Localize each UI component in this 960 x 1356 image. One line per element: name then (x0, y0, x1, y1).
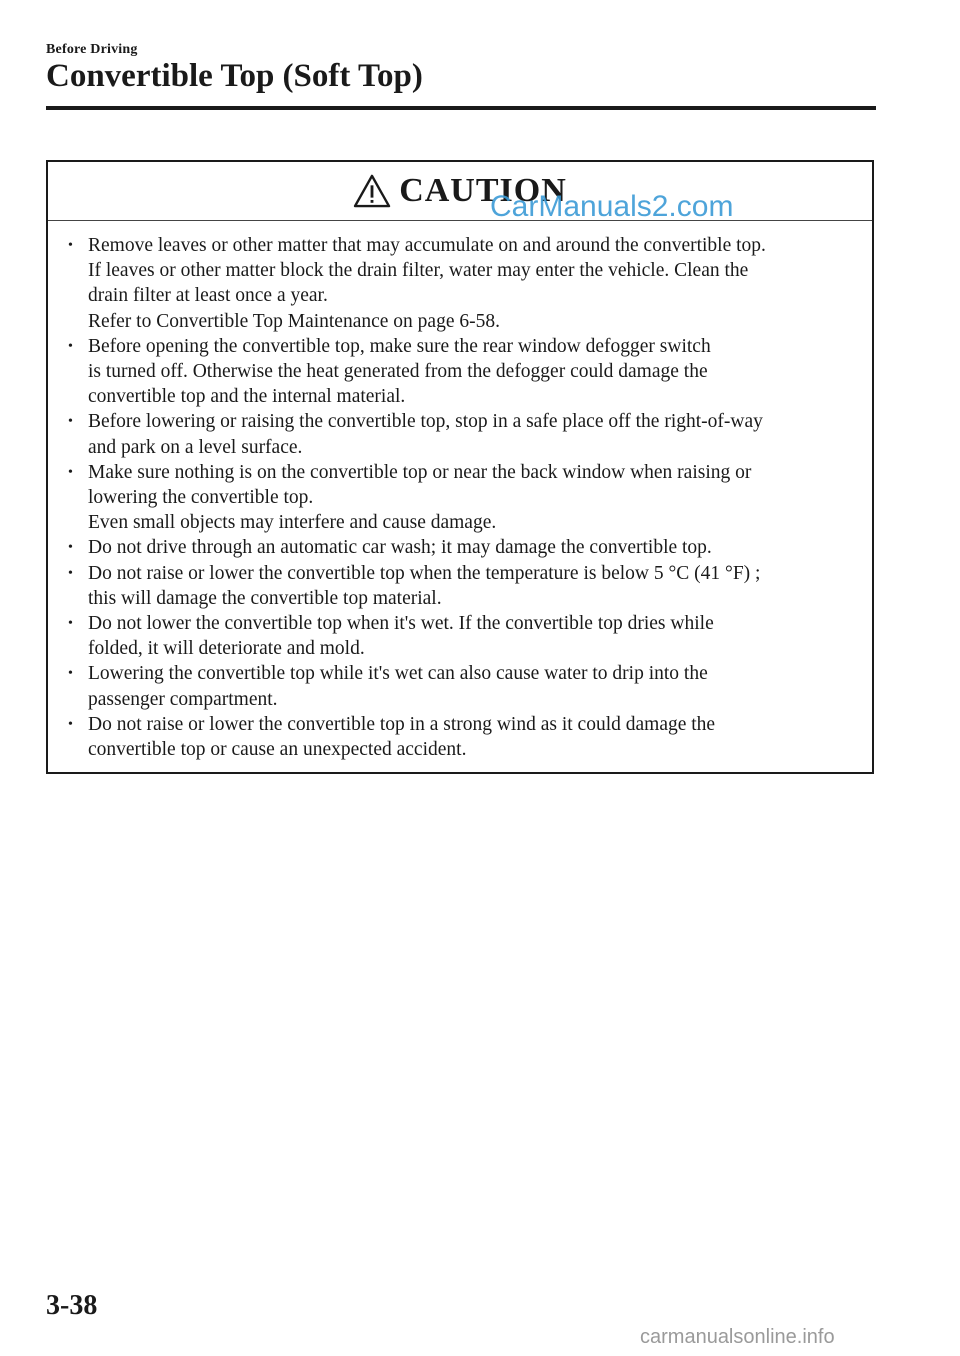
caution-item (68, 409, 858, 459)
caution-item-line: convertible top and the internal material. (88, 386, 406, 408)
caution-item (68, 611, 858, 661)
caution-item-line: Even small objects may interfere and cause damage. (88, 512, 497, 534)
caution-item (68, 535, 858, 560)
title-rule (46, 106, 876, 110)
caution-item-line: lowering the convertible top. (88, 487, 314, 509)
caution-item (68, 561, 858, 611)
caution-item-line: this will damage the convertible top material. (88, 587, 442, 609)
caution-item (68, 661, 858, 711)
caution-item-line: folded, it will deteriorate and mold. (88, 638, 365, 660)
caution-box (46, 160, 874, 774)
caution-item-line: passenger compartment. (88, 688, 278, 710)
watermark: CarManuals2.com (490, 190, 734, 223)
page-number: 3-38 (46, 1290, 98, 1321)
caution-item-line: If leaves or other matter block the drain filter, water may enter the vehicle. Clean the (88, 260, 749, 282)
caution-title-text: CAUTION (399, 172, 567, 209)
caution-item-line: • Before lowering or raising the convertible top, stop in a safe place off the right-of-way (88, 411, 763, 433)
caution-item (68, 460, 858, 536)
caution-item-line: • Do not drive through an automatic car wash; it may damage the convertible top. (88, 537, 712, 559)
caution-item-line: • Lowering the convertible top while it's wet can also cause water to drip into the (88, 663, 708, 685)
section-label: Before Driving (46, 42, 138, 57)
caution-item (68, 334, 858, 410)
caution-item (68, 233, 858, 334)
footer-site: carmanualsonline.info (640, 1326, 835, 1348)
caution-item-line: • Make sure nothing is on the convertible top or near the back window when raising or (88, 461, 752, 483)
caution-item (68, 712, 858, 762)
caution-item-line: convertible top or cause an unexpected accident. (88, 739, 467, 761)
caution-item-line: • Do not raise or lower the convertible top in a strong wind as it could damage the (88, 713, 716, 735)
caution-header (48, 162, 872, 221)
caution-item-line: Refer to Convertible Top Maintenance on page 6-58. (88, 310, 500, 332)
caution-list (48, 221, 872, 762)
caution-item-line: • Before opening the convertible top, make sure the rear window defogger switch (88, 335, 711, 357)
page-title: Convertible Top (Soft Top) (46, 58, 423, 94)
caution-item-line: • Do not lower the convertible top when it's wet. If the convertible top dries while (88, 613, 714, 635)
caution-item-line: • Do not raise or lower the convertible top when the temperature is below 5 °C (41 °F) ; (88, 562, 761, 584)
caution-item-line: drain filter at least once a year. (88, 285, 328, 307)
warning-triangle-icon (353, 174, 391, 208)
caution-item-line: is turned off. Otherwise the heat generated from the defogger could damage the (88, 361, 708, 383)
caution-item-line: • Remove leaves or other matter that may accumulate on and around the convertible top. (88, 235, 766, 256)
caution-item-line: and park on a level surface. (88, 436, 303, 458)
